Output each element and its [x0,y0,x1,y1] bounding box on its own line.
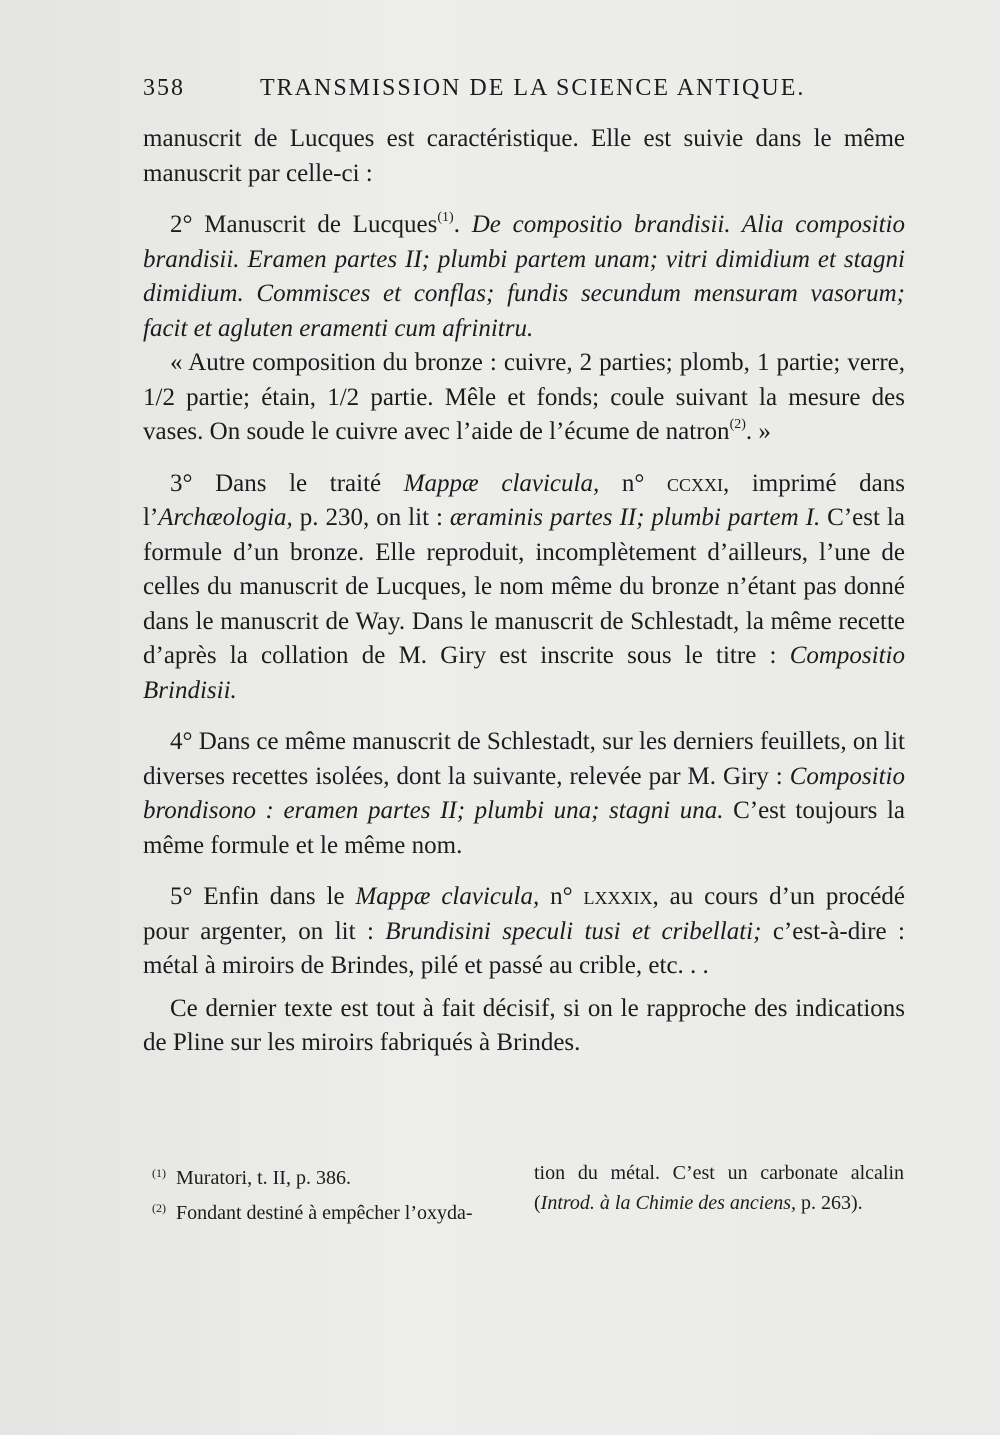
footnote-ref-2: (2) [729,417,746,432]
p6-text-a: 5° Enfin dans le [170,883,356,910]
p6-numeral: lxxxix [583,883,653,910]
p5-text-c: C’est toujours la même formule et le même nom. [143,797,905,859]
paragraph-4 [143,467,905,709]
footnote-1-mark: (1) [152,1166,166,1180]
p4-text-c: n° [599,469,667,497]
p4-text-e: , imprimé dans l’ [143,469,905,531]
paragraph-3 [143,346,905,450]
p4-text-g: p. 230, on lit : [292,504,450,531]
footnotes-left-column [152,1158,507,1228]
paragraph-6 [143,880,905,984]
p5-latin: Compositio brondisono : eramen partes II; plumbi una; stagni una. [143,762,905,824]
p4-numeral: ccxxi [666,469,723,497]
footnote-2-mark: (2) [152,1201,166,1215]
paragraph-2-sep: . [453,211,472,238]
p4-text-a: 3° Dans le traité [170,469,404,497]
p4-title-archaeologia: Archæologia, [158,504,293,531]
p4-text-i: C’est la formule d’un bronze. Elle reproduit, incomplètement d’ailleurs, l’une de celles du manuscrit de Lucques, le nom même du bronze n’étant pas donné dans le manuscrit de Way. Dans le manuscrit de Schlestadt, la même recette d’après la collation de M. Giry est inscrite sous le titre : [143,504,905,669]
p4-title-brindisii: Compositio Brindisii. [143,642,905,704]
p6-text-c: n° [539,883,584,910]
p6-title-mappae: Mappæ clavicula, [355,883,540,910]
paragraph-1: manuscrit de Lucques est caractéristique. Elle est suivie dans le même manuscrit par celle-ci : [143,125,905,187]
footnote-ref-1: (1) [437,210,454,225]
footnotes [152,1158,904,1228]
footnote-2-cont-a: tion du métal. C’est un carbonate alcalin ( [534,1162,904,1214]
running-title: TRANSMISSION DE LA SCIENCE ANTIQUE. [260,75,806,101]
p6-text-e: , au cours d’un procédé pour argenter, on lit : [143,883,905,945]
footnote-1 [152,1158,507,1193]
p6-latin: Brundisini speculi tusi et cribellati; [385,917,762,945]
paragraph-2 [143,208,905,346]
paragraph-3-end: . » [745,418,771,445]
footnote-2-continued [534,1158,904,1218]
paragraph-3-text: « Autre composition du bronze : cuivre, 2 parties; plomb, 1 partie; verre, 1/2 partie; étain, 1/2 partie. Mêle et fonds; coule suivant la mesure des vases. On soude le cuivre avec l’aide de l’écume de natron [143,349,905,445]
p5-text-a: 4° Dans ce même manuscrit de Schlestadt, sur les derniers feuillets, on lit diverses recettes isolées, dont la suivante, relevée par M. Giry : [143,728,905,790]
footnotes-right-column [534,1158,904,1228]
footnote-2-title: Introd. à la Chimie des anciens, [540,1192,797,1214]
paragraph-7: Ce dernier texte est tout à fait décisif, si on le rapproche des indications de Pline sur les miroirs fabriqués à Brindes. [143,994,905,1056]
p4-title-mappae: Mappæ clavicula, [403,469,600,497]
footnote-1-text: Muratori, t. II, p. 386. [176,1167,351,1189]
main-text [143,122,905,1061]
p4-latin: æraminis partes II; plumbi partem I. [449,504,821,531]
page-number: 358 [143,75,185,101]
footnote-2-text: Fondant destiné à empêcher l’oxyda- [176,1202,473,1224]
latin-recipe-1: De compositio brandisii. Alia compositio brandisii. Eramen partes II; plumbi partem unam; vitri dimidium et stagni dimidium. Commisces et conflas; fundis secundum mensuram vasorum; facit et agluten eramenti cum afrinitru. [143,211,906,342]
paragraph-2-lead: 2° Manuscrit de Lucques [170,211,438,238]
paragraph-5 [143,725,905,863]
footnote-2 [152,1193,507,1228]
p6-text-g: c’est-à-dire : métal à miroirs de Brindes, pilé et passé au crible, etc. . . [143,917,905,979]
running-header [143,75,903,109]
footnote-2-cont-c: p. 263). [796,1192,863,1214]
